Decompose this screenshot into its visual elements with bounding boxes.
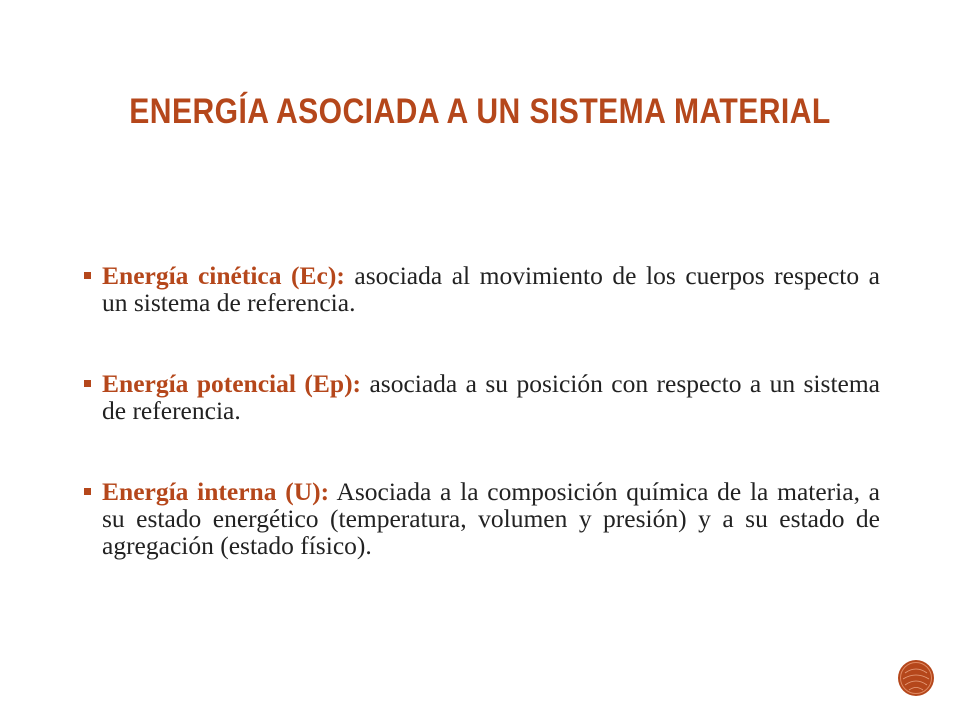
list-item-potential-energy — [82, 370, 880, 424]
item-term: Energía cinética (Ec): — [102, 261, 345, 290]
item-text: asociada al movimiento de los cuerpos respecto a un sistema de referencia. — [102, 261, 880, 317]
item-term: Energía potencial (Ep): — [102, 369, 362, 398]
item-term: Energía interna (U): — [102, 477, 330, 506]
item-text: asociada a su posición con respecto a un sistema de referencia. — [102, 369, 880, 425]
list-item-kinetic-energy — [82, 262, 880, 316]
circle-badge-icon — [897, 659, 935, 697]
bullet-list — [82, 262, 880, 559]
list-item-internal-energy — [82, 478, 880, 559]
square-bullet-icon — [84, 380, 91, 387]
item-text: Asociada a la composición química de la materia, a su estado energético (temperatura, volumen y presión) y a su estado de agregación (estado físico). — [102, 477, 880, 560]
slide-title: ENERGÍA ASOCIADA A UN SISTEMA MATERIAL — [129, 92, 831, 131]
square-bullet-icon — [84, 272, 91, 279]
square-bullet-icon — [84, 488, 91, 495]
